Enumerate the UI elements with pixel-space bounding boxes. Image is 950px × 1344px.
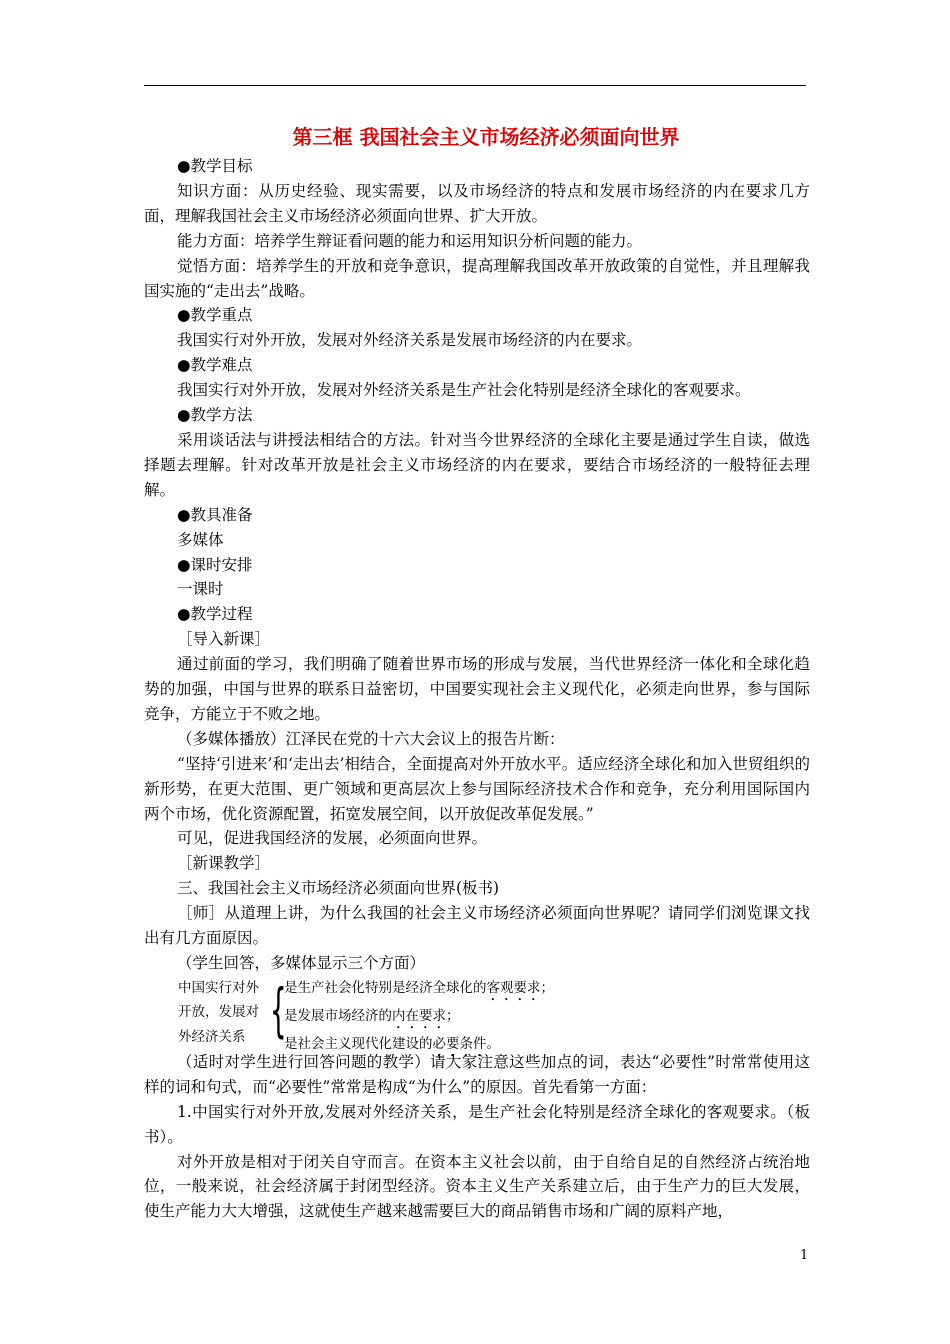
emphasis-keyword: 客观要求 — [486, 979, 541, 996]
board-title: 三、我国社会主义市场经济必须面向世界(板书) — [177, 879, 500, 898]
difficult-text: 我国实行对外开放，发展对外经济关系是生产社会化特别是经济全球化的客观要求。 — [177, 381, 751, 400]
quote-text: “坚持‘引进来’和‘走出去’相结合，全面提高对外开放水平。适应经济全球化和加入世贸组织的新形势，在更大范围、更广领域和更高层次上参与国际经济技术合作和竞争，充分利用国际国内两个市场，优化资源配置，拓宽发展空间，以开放促改革促发展。” — [144, 754, 810, 823]
reasons-diagram — [178, 976, 810, 1050]
key-text: 我国实行对外开放，发展对外经济关系是发展市场经济的内在要求。 — [177, 331, 643, 350]
goals-heading: ●教学目标 — [177, 157, 253, 175]
intro-text: 通过前面的学习，我们明确了随着世界市场的形成与发展，当代世界经济一体化和全球化趋势的加强，中国与世界的联系日益密切，中国要实现社会主义现代化，必须走向世界，参与国际竞争，方能立于不败之地。 — [144, 655, 810, 723]
diagram-left — [178, 976, 278, 1050]
intro-heading: ［导入新课］ — [177, 630, 271, 649]
method-heading: ●教学方法 — [177, 406, 253, 425]
new-lesson-heading: ［新课教学］ — [177, 854, 271, 873]
goals-awareness: 觉悟方面：培养学生的开放和竞争意识，提高理解我国改革开放政策的自觉性，并且理解我国实施的“走出去”战略。 — [144, 256, 810, 300]
header-rule — [144, 85, 806, 86]
teacher-text: ［师］从道理上讲，为什么我国的社会主义市场经济必须面向世界呢？请同学们浏览课文找出有几方面原因。 — [144, 904, 810, 948]
emphasis-keyword: 必要条件 — [432, 1035, 487, 1052]
closed-economy-text: 对外开放是相对于闭关自守而言。在资本主义社会以前，由于自给自足的自然经济占统治地位，一般来说，社会经济属于封闭型经济。资本主义生产关系建立后，由于生产力的巨大发展，使生产能力大大增强，这就使生产越来越需要巨大的商品销售市场和广阔的原料产地， — [144, 1152, 810, 1221]
process-heading: ●教学过程 — [177, 605, 253, 624]
diagram-reason-1: 是生产社会化特别是经济全球化的客观要求； — [284, 979, 554, 996]
diagram-left-line-3: 外经济关系 — [178, 1028, 246, 1045]
brace-icon: { — [270, 975, 287, 1044]
difficult-heading: ●教学难点 — [177, 356, 253, 375]
diagram-reason-2: 是发展市场经济的内在要求； — [284, 1007, 460, 1024]
media-text: （多媒体播放）江泽民在党的十六大会议上的报告片断： — [177, 729, 565, 748]
emphasis-keyword: 内在要求 — [392, 1007, 446, 1024]
goals-knowledge: 知识方面：从历史经验、现实需要，以及市场经济的特点和发展市场经济的内在要求几方面，理解我国社会主义市场经济必须面向世界、扩大开放。 — [144, 181, 810, 225]
schedule-text: 一课时 — [177, 580, 224, 599]
diagram-right — [284, 976, 554, 1060]
document-body — [144, 120, 810, 1224]
hint-text: （适时对学生进行回答问题的教学）请大家注意这些加点的词，表达“必要性”时常常使用这样的词和句式，而“必要性”常常是构成“为什么”的原因。首先看第一方面： — [144, 1052, 810, 1096]
tools-text: 多媒体 — [177, 530, 224, 549]
conclusion-text: 可见，促进我国经济的发展，必须面向世界。 — [177, 829, 488, 848]
diagram-reason-3: 是社会主义现代化建设的必要条件。 — [284, 1035, 500, 1052]
goals-ability: 能力方面：培养学生辩证看问题的能力和运用知识分析问题的能力。 — [177, 231, 643, 250]
method-text: 采用谈话法与讲授法相结合的方法。针对当今世界经济的全球化主要是通过学生自读，做选择题去理解。针对改革开放是社会主义市场经济的内在要求，要结合市场经济的一般特征去理解。 — [144, 430, 810, 499]
diagram-left-line-2: 开放，发展对 — [178, 1004, 259, 1021]
diagram-left-line-1: 中国实行对外 — [178, 979, 259, 996]
tools-heading: ●教具准备 — [177, 505, 253, 524]
student-text: （学生回答，多媒体显示三个方面） — [177, 954, 426, 972]
page-title: 第三框 我国社会主义市场经济必须面向世界 — [292, 125, 680, 149]
point-1-text: 1.中国实行对外开放,发展对外经济关系，是生产社会化特别是经济全球化的客观要求。（板书）。 — [144, 1102, 810, 1146]
key-heading: ●教学重点 — [177, 306, 253, 325]
page-number: 1 — [800, 1248, 809, 1263]
schedule-heading: ●课时安排 — [177, 555, 253, 574]
